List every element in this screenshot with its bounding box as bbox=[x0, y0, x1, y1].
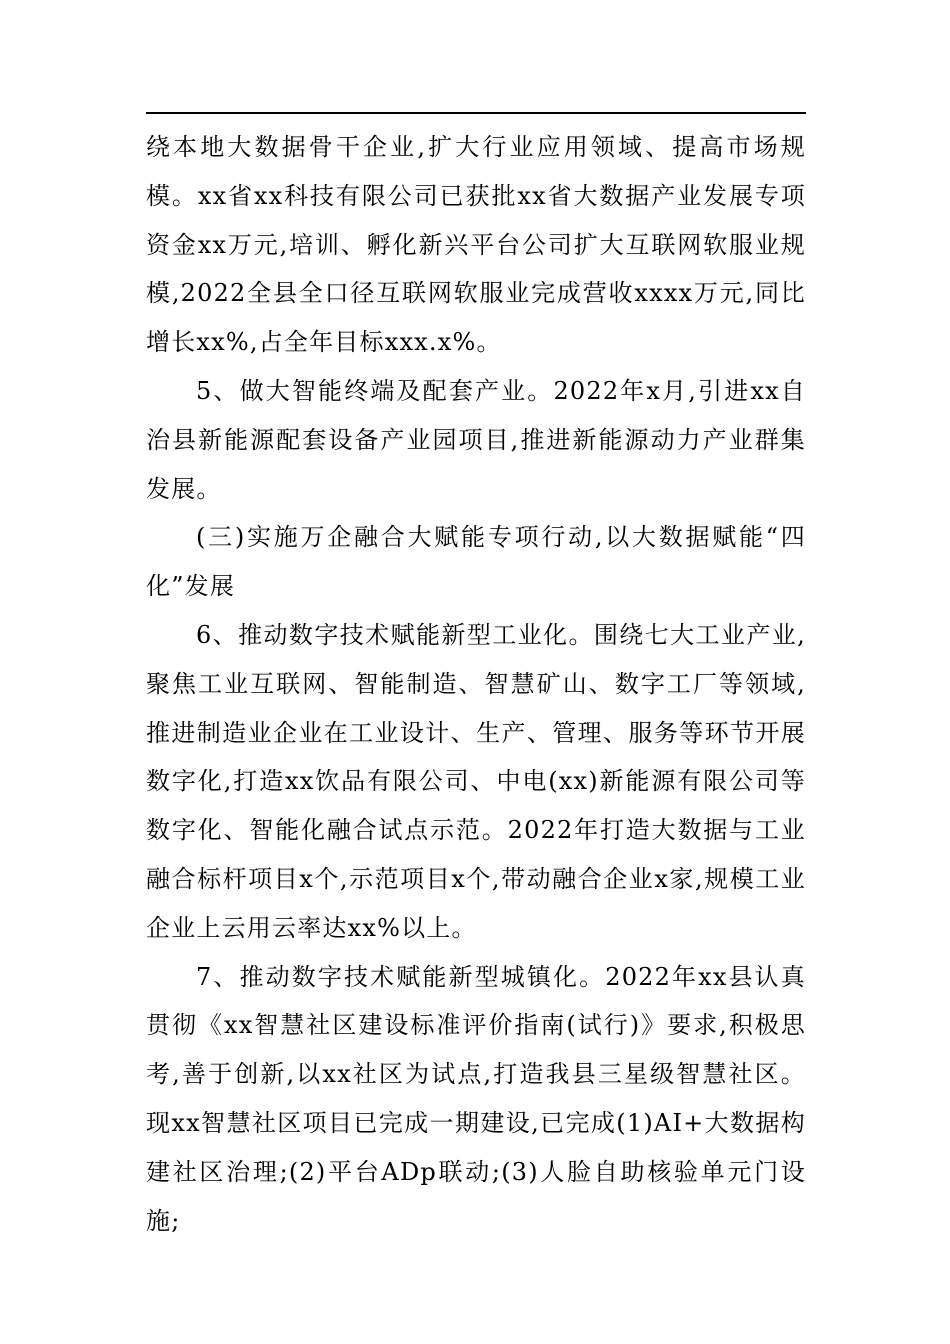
paragraph-item-7: 7、推动数字技术赋能新型城镇化。2022年xx县认真贯彻《xx智慧社区建设标准评价指南(试行)》要求,积极思考,善于创新,以xx社区为试点,打造我县三星级智慧社区。现xx智慧社区项目已完成一期建设,已完成(1)AI+大数据构建社区治理;(2)平台ADp联动;(3)人脸自助核验单元门设施; bbox=[146, 962, 806, 1235]
paragraph-item-5: 5、做大智能终端及配套产业。2022年x月,引进xx自治县新能源配套设备产业园项目,推进新能源动力产业群集发展。 bbox=[146, 376, 806, 503]
header-rule bbox=[146, 112, 806, 114]
paragraph-item-6: 6、推动数字技术赋能新型工业化。围绕七大工业产业,聚焦工业互联网、智能制造、智慧矿山、数字工厂等领域,推进制造业企业在工业设计、生产、管理、服务等环节开展数字化,打造xx饮品有限公司、中电(xx)新能源有限公司等数字化、智能化融合试点示范。2022年打造大数据与工业融合标杆项目x个,示范项目x个,带动融合企业x家,规模工业企业上云用云率达xx%以上。 bbox=[146, 620, 806, 942]
section-heading-3: (三)实施万企融合大赋能专项行动,以大数据赋能“四化”发展 bbox=[146, 523, 806, 601]
paragraph-continuation: 绕本地大数据骨干企业,扩大行业应用领域、提高市场规模。xx省xx科技有限公司已获批xx省大数据产业发展专项资金xx万元,培训、孵化新兴平台公司扩大互联网软服业规模,2022全县全口径互联网软服业完成营收xxxx万元,同比增长xx%,占全年目标xxx.x%。 bbox=[146, 133, 806, 357]
document-body bbox=[146, 123, 806, 1245]
